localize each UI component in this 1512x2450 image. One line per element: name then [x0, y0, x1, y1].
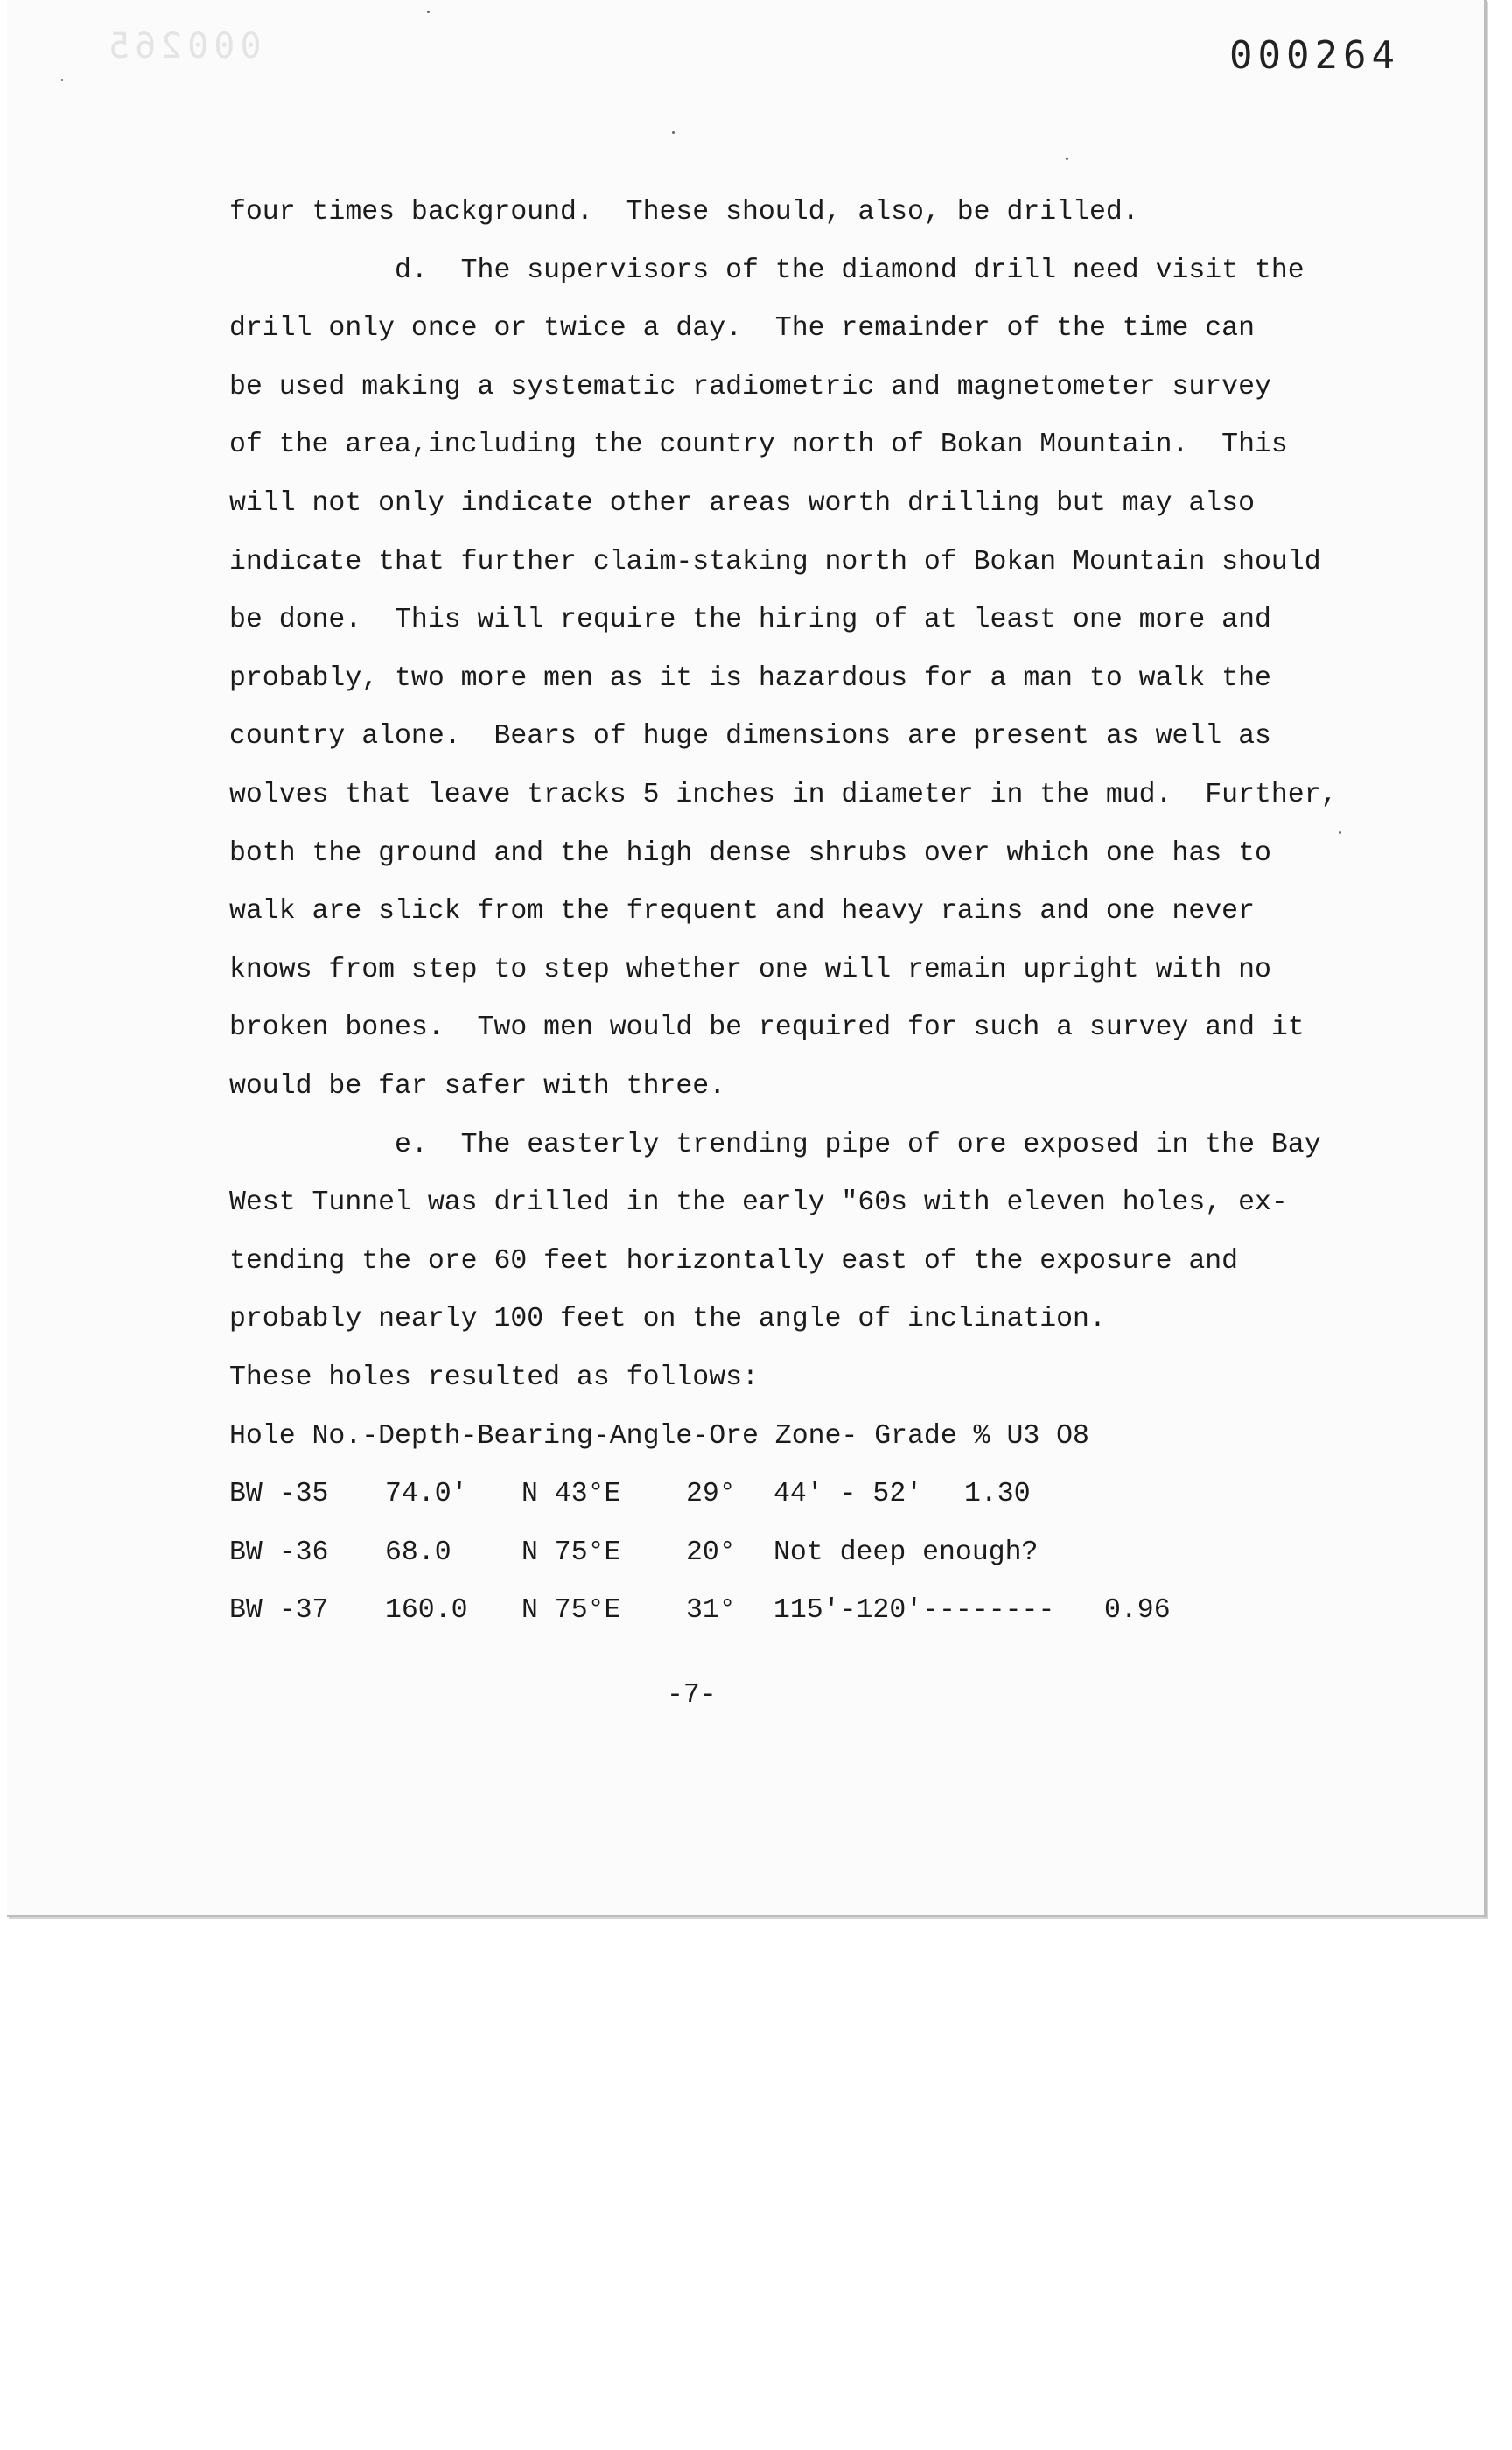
text-line: would be far safer with three. [229, 1071, 726, 1102]
text-line: These holes resulted as follows: [229, 1362, 759, 1393]
table-row [229, 1466, 1454, 1523]
text-line: four times background. These should, also, be drilled. [229, 197, 1139, 228]
cell-angle: 29° [686, 1479, 736, 1510]
scan-speck [1066, 158, 1068, 160]
text-line: will not only indicate other areas worth drilling but may also [229, 488, 1255, 519]
text-line: d. The supervisors of the diamond drill need visit the [229, 255, 1305, 286]
cell-angle: 20° [686, 1536, 736, 1568]
cell-grade: 0.96 [1104, 1595, 1171, 1627]
text-line: country alone. Bears of huge dimensions are present as well as [229, 721, 1271, 752]
bleed-through-stamp: 000265 [103, 26, 262, 66]
table-row [229, 1582, 1454, 1640]
cell-depth: 74.0' [385, 1479, 468, 1510]
cell-depth: 68.0 [385, 1536, 452, 1568]
scan-speck [1339, 831, 1341, 834]
table-header: Hole No.-Depth-Bearing-Angle-Ore Zone- Grade % U3 O8 [229, 1420, 1089, 1452]
text-line: knows from step to step whether one will remain upright with no [229, 954, 1271, 985]
scan-speck [672, 131, 675, 134]
page-number: -7- [667, 1680, 717, 1711]
text-line: drill only once or twice a day. The remainder of the time can [229, 313, 1255, 345]
cell-zone: 115'-120'-------- [774, 1595, 1055, 1627]
document-page [7, 0, 1487, 1917]
text-line: e. The easterly trending pipe of ore exposed in the Bay [229, 1129, 1321, 1160]
cell-hole: BW -37 [229, 1595, 329, 1627]
text-line: indicate that further claim-staking north of Bokan Mountain should [229, 546, 1321, 578]
text-line: of the area,including the country north of Bokan Mountain. This [229, 430, 1288, 461]
cell-grade: 1.30 [964, 1479, 1031, 1510]
cell-hole: BW -35 [229, 1479, 329, 1510]
text-line: probably, two more men as it is hazardous for a man to walk the [229, 662, 1271, 694]
table-row [229, 1524, 1454, 1582]
cell-hole: BW -36 [229, 1536, 329, 1568]
cell-bearing: N 75°E [522, 1595, 621, 1627]
text-line: probably nearly 100 feet on the angle of inclination. [229, 1304, 1106, 1335]
cell-zone: Not deep enough? [774, 1536, 1039, 1568]
cell-zone: 44' - 52' [774, 1479, 923, 1510]
scan-speck [427, 10, 430, 13]
text-line: West Tunnel was drilled in the early "60s with eleven holes, ex- [229, 1187, 1288, 1219]
text-line: be used making a systematic radiometric and magnetometer survey [229, 371, 1271, 402]
cell-bearing: N 43°E [522, 1479, 621, 1510]
text-line: tending the ore 60 feet horizontally east of the exposure and [229, 1245, 1239, 1277]
text-line: walk are slick from the frequent and heavy rains and one never [229, 896, 1255, 928]
cell-depth: 160.0 [385, 1595, 468, 1627]
text-line: both the ground and the high dense shrubs over which one has to [229, 837, 1271, 869]
cell-angle: 31° [686, 1595, 736, 1627]
page-stamp-number: 000264 [1229, 33, 1400, 78]
text-line: be done. This will require the hiring of at least one more and [229, 605, 1271, 636]
text-line: wolves that leave tracks 5 inches in diameter in the mud. Further, [229, 780, 1338, 810]
cell-bearing: N 75°E [522, 1536, 621, 1568]
scan-speck [61, 79, 63, 80]
text-line: broken bones. Two men would be required for such a survey and it [229, 1012, 1305, 1044]
